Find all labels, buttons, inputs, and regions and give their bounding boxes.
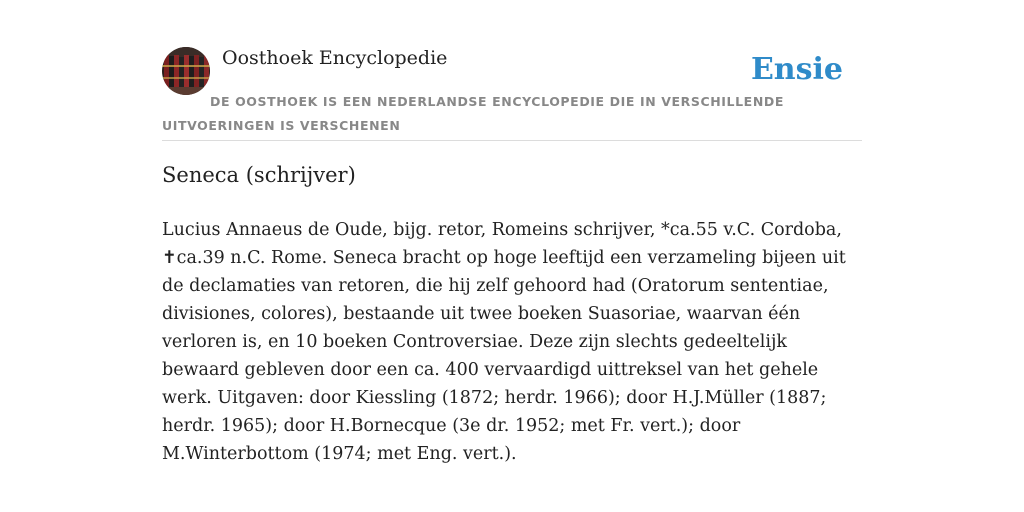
site-tagline: DE OOSTHOEK IS EEN NEDERLANDSE ENCYCLOPEDIE DIE IN VERSCHILLENDE UITVOERINGEN IS VERSCHENEN xyxy=(162,94,784,133)
books-avatar-icon[interactable] xyxy=(162,47,210,95)
article-title: Seneca (schrijver) xyxy=(162,163,356,187)
site-header xyxy=(162,44,862,141)
brand-logo[interactable]: Ensie xyxy=(750,52,843,87)
article-body: Lucius Annaeus de Oude, bijg. retor, Romeins schrijver, *ca.55 v.C. Cordoba, ✝ca.39 n.C. Rome. Seneca bracht op hoge leeftijd een verzameling bijeen uit de declamaties van retoren, die hij zelf gehoord had (Oratorum sententiae, divisiones, colores), bestaande uit twee boeken Suasoriae, waarvan één verloren is, en 10 boeken Controversiae. Deze zijn slechts gedeeltelijk bewaard gebleven door een ca. 400 vervaardigd uittreksel van het gehele werk. Uitgaven: door Kiessling (1872; herdr. 1966); door H.J.Müller (1887; herdr. 1965); door H.Bornecque (3e dr. 1952; met Fr. vert.); door M.Winterbottom (1974; met Eng. vert.). xyxy=(162,220,846,464)
site-name[interactable]: Oosthoek Encyclopedie xyxy=(222,47,448,69)
